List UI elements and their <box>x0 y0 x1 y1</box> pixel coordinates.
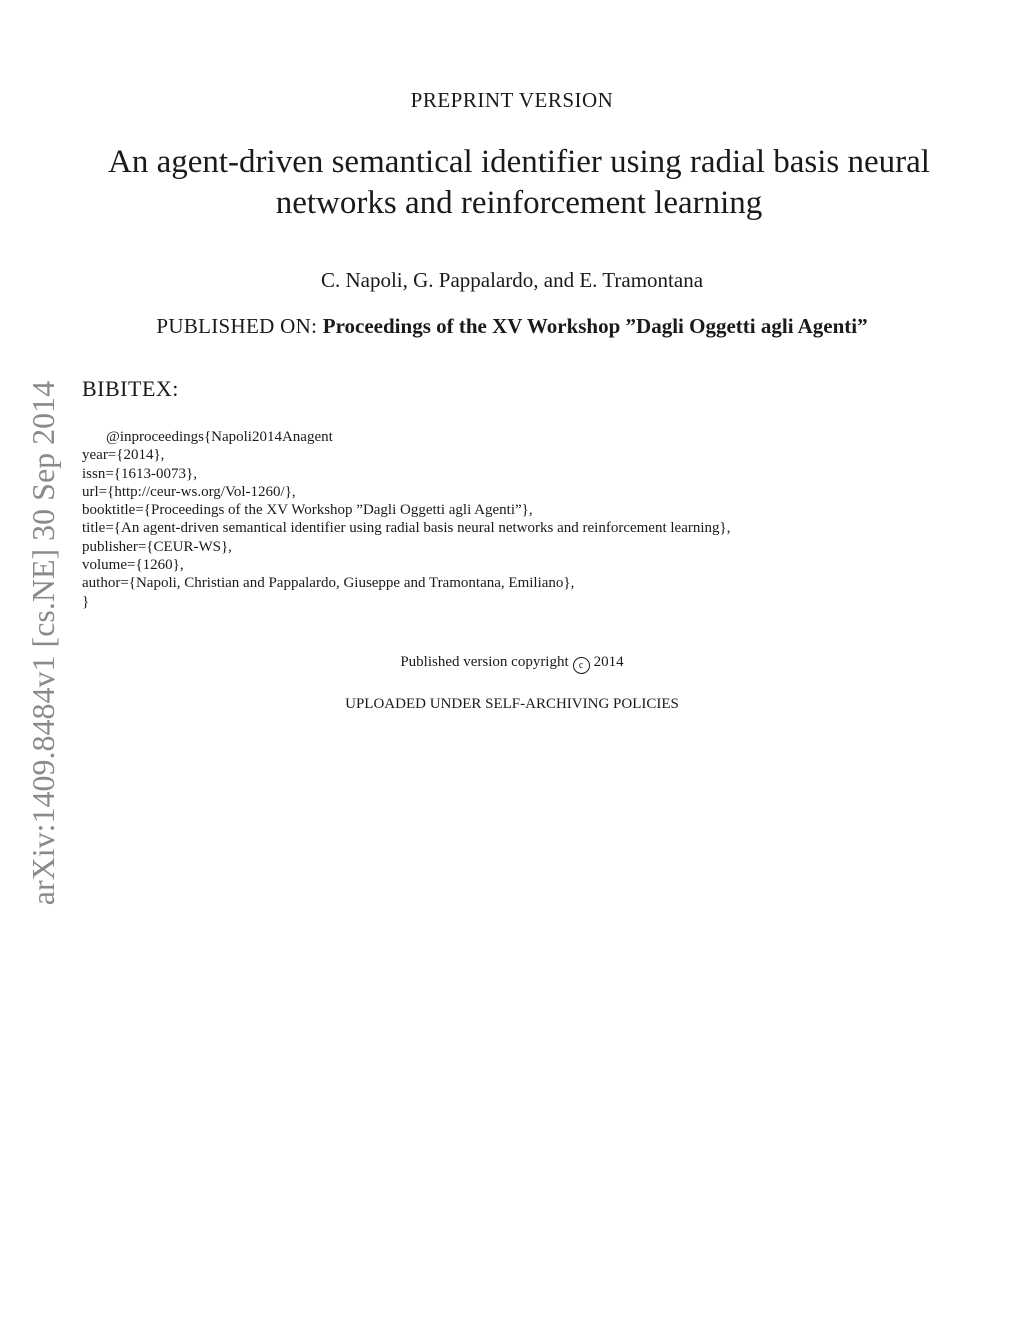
copyright-year: 2014 <box>593 654 624 670</box>
bibtex-line: title={An agent-driven semantical identifier using radial basis neural networks and reinforcement learning}, <box>82 520 731 537</box>
bibtex-line: volume={1260}, <box>82 557 184 574</box>
copyright-notice <box>0 654 1024 674</box>
published-on <box>0 314 1024 339</box>
bibtex-line: year={2014}, <box>82 447 165 464</box>
arxiv-stamp: arXiv:1409.8484v1 [cs.NE] 30 Sep 2014 <box>25 380 61 906</box>
bibtex-block <box>82 428 962 611</box>
published-label: PUBLISHED ON: <box>156 314 323 338</box>
bibtex-line: booktitle={Proceedings of the XV Workshop ”Dagli Oggetti agli Agenti”}, <box>82 502 533 519</box>
bibtex-line: } <box>82 593 90 610</box>
uploaded-notice: UPLOADED UNDER SELF-ARCHIVING POLICIES <box>345 696 679 712</box>
bibtex-heading: BIBITEX: <box>82 376 179 401</box>
bibtex-line: author={Napoli, Christian and Pappalardo, Giuseppe and Tramontana, Emiliano}, <box>82 575 575 592</box>
paper-authors: C. Napoli, G. Pappalardo, and E. Tramontana <box>320 268 704 292</box>
copyright-icon: c <box>573 657 590 674</box>
published-venue: Proceedings of the XV Workshop ”Dagli Oggetti agli Agenti” <box>322 314 868 338</box>
bibtex-line: publisher={CEUR-WS}, <box>82 538 232 555</box>
copyright-prefix: Published version copyright <box>400 654 569 670</box>
bibtex-line: issn={1613-0073}, <box>82 465 197 482</box>
paper-title: An agent-driven semantical identifier using radial basis neural networks and reinforcement learning <box>108 144 930 221</box>
bibtex-line: @inproceedings{Napoli2014Anagent <box>106 429 333 445</box>
bibtex-line: url={http://ceur-ws.org/Vol-1260/}, <box>82 483 296 500</box>
preprint-label: PREPRINT VERSION <box>410 88 614 112</box>
